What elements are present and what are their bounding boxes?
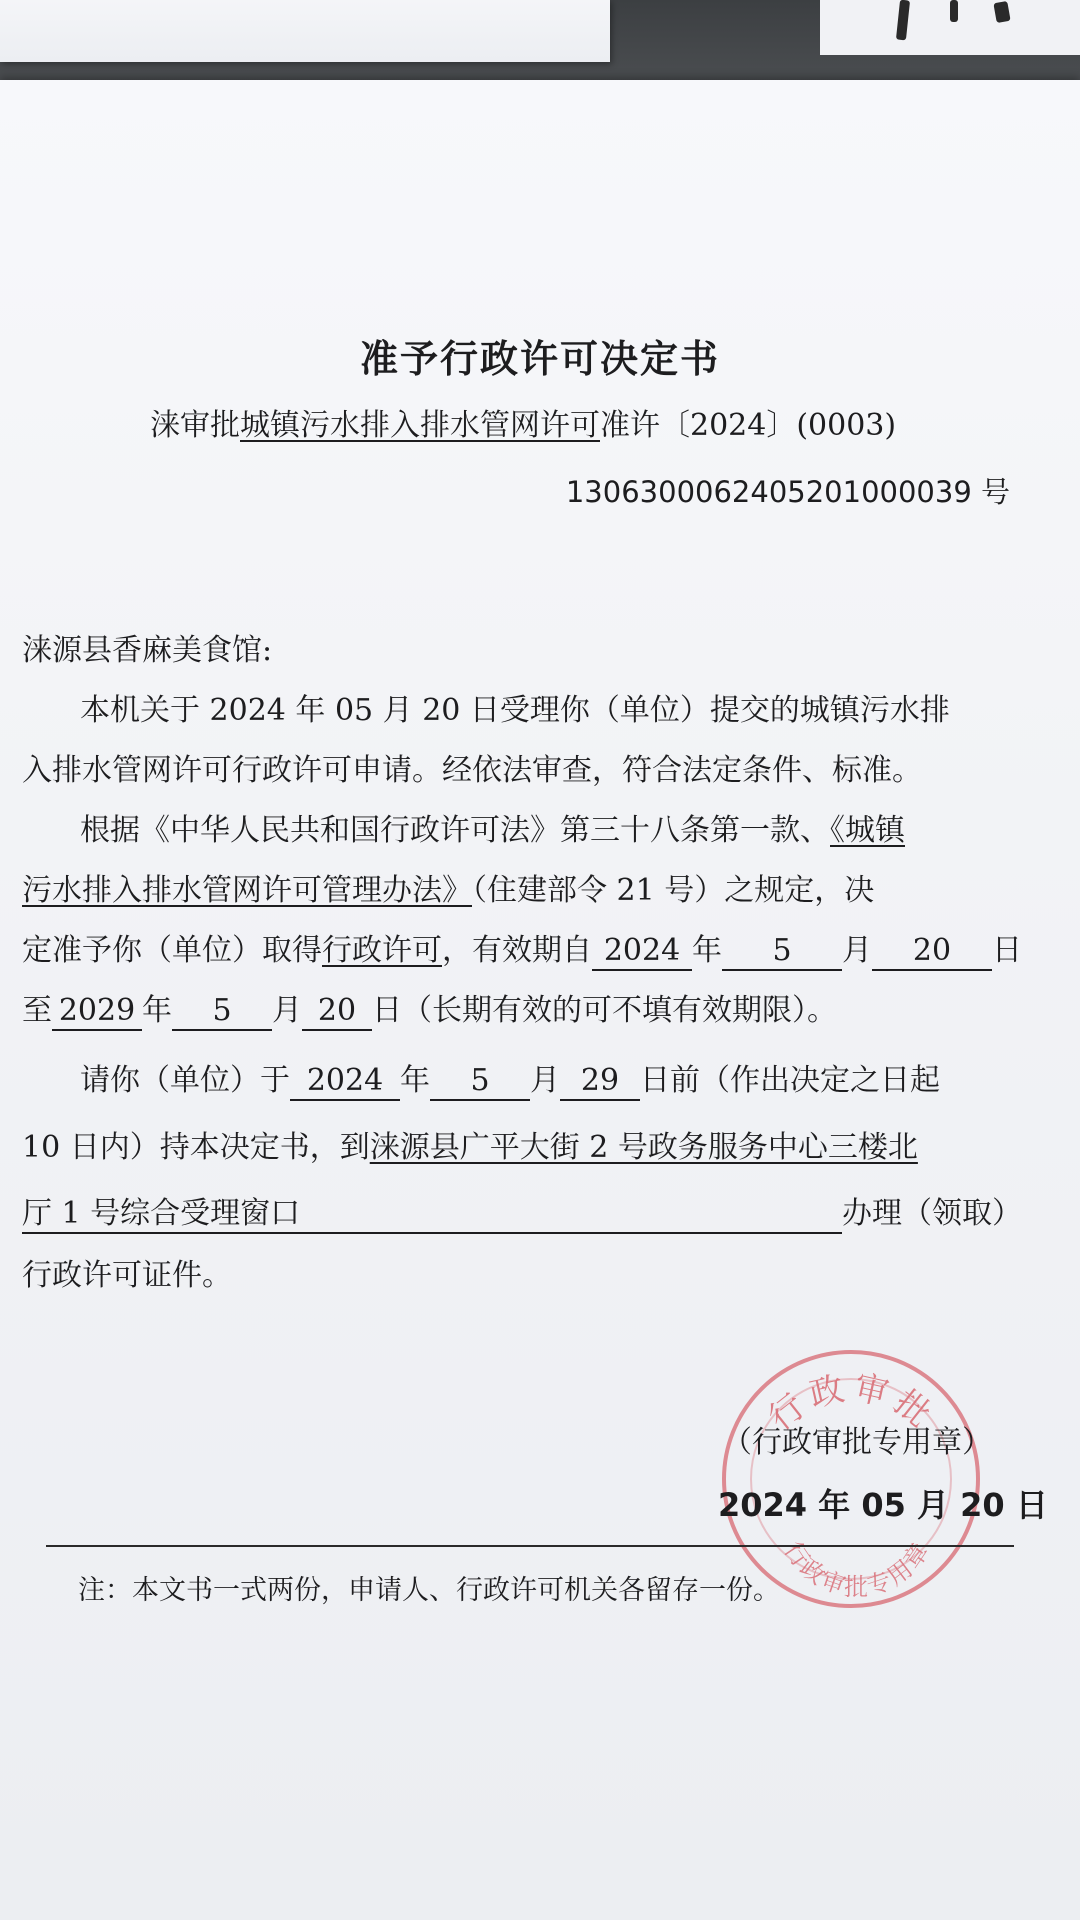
month-char: 月: [272, 993, 302, 1028]
end-year: 2029: [52, 993, 142, 1031]
permit-type: 行政许可: [322, 933, 442, 968]
para2-line1-underlined: 《城镇: [830, 813, 905, 848]
addressee: 涞源县香麻美食馆:: [22, 633, 273, 668]
para2-line4-b: 日（长期有效的可不填有效期限）。: [372, 993, 837, 1028]
office-address: 涞源县广平大街 2 号政务服务中心三楼北: [369, 1130, 918, 1165]
para3-line1-b: 日前（作出决定之日起: [640, 1063, 940, 1098]
background-object: [820, 0, 1080, 55]
doc-no-prefix: 涞审批: [150, 408, 240, 443]
para3-line2-a: 10 日内）持本决定书，到: [22, 1130, 370, 1165]
seal-top-text: 行政审批: [761, 1367, 943, 1439]
seal-label: （行政审批专用章）: [722, 1425, 992, 1460]
doc-no-suffix: 准许〔2024〕(0003): [600, 408, 897, 443]
para2-line2-underlined: 污水排入排水管网许可管理办法》: [22, 873, 472, 908]
issue-date: 2024 年 05 月 20 日: [718, 1486, 1048, 1524]
day-char: 日: [992, 933, 1022, 968]
para3-line3-b: 办理（领取）: [842, 1196, 1022, 1231]
para1-line2: 入排水管网许可行政许可申请。经依法审查，符合法定条件、标准。: [22, 753, 922, 788]
footer-note: 注：本文书一式两份，申请人、行政许可机关各留存一份。: [78, 1575, 780, 1606]
due-day: 29: [560, 1063, 640, 1101]
doc-no-category: 城镇污水排入排水管网许可: [240, 408, 600, 443]
serial-number-suffix: 9 号: [953, 475, 1010, 509]
document-title: 准予行政许可决定书: [359, 337, 720, 381]
year-char: 年: [142, 993, 172, 1028]
start-month: 5: [722, 933, 842, 971]
document-number: [150, 400, 896, 444]
end-day: 20: [302, 993, 372, 1031]
footer-divider: [46, 1545, 1014, 1547]
start-year: 2024: [592, 933, 692, 971]
seal-bottom-text: 行政审批专用章: [778, 1536, 936, 1601]
para2-line4: [22, 985, 837, 1031]
para2-line3-b: ，有效期自: [442, 933, 592, 968]
para2-line1-text: 根据《中华人民共和国行政许可法》第三十八条第一款、: [80, 813, 830, 848]
para3-line2: [22, 1122, 918, 1166]
start-day: 20: [872, 933, 992, 971]
para2-line3: [22, 925, 1022, 971]
para3-line4: 行政许可证件。: [22, 1258, 232, 1293]
due-month: 5: [430, 1063, 530, 1101]
background-paper-sheet: [0, 0, 610, 62]
serial-number: [566, 470, 1010, 511]
para3-line3: [22, 1188, 1022, 1234]
office-window: 厅 1 号综合受理窗口: [22, 1196, 842, 1234]
para3-line1: [80, 1055, 940, 1101]
end-month: 5: [172, 993, 272, 1031]
para3-line1-a: 请你（单位）于: [80, 1063, 290, 1098]
para2-line2-text: （住建部令 21 号）之规定，决: [472, 873, 875, 908]
month-char: 月: [842, 933, 872, 968]
para2-line2: [22, 865, 874, 909]
para2-line1: [80, 805, 905, 849]
due-year: 2024: [290, 1063, 400, 1101]
year-char: 年: [692, 933, 722, 968]
para1-line1: 本机关于 2024 年 05 月 20 日受理你（单位）提交的城镇污水排: [80, 693, 950, 728]
year-char: 年: [400, 1063, 430, 1098]
para2-line3-a: 定准予你（单位）取得: [22, 933, 322, 968]
month-char: 月: [530, 1063, 560, 1098]
para2-line4-a: 至: [22, 993, 52, 1028]
document-page: [0, 80, 1080, 1920]
serial-number-value: 130630006240520100003: [565, 475, 954, 509]
